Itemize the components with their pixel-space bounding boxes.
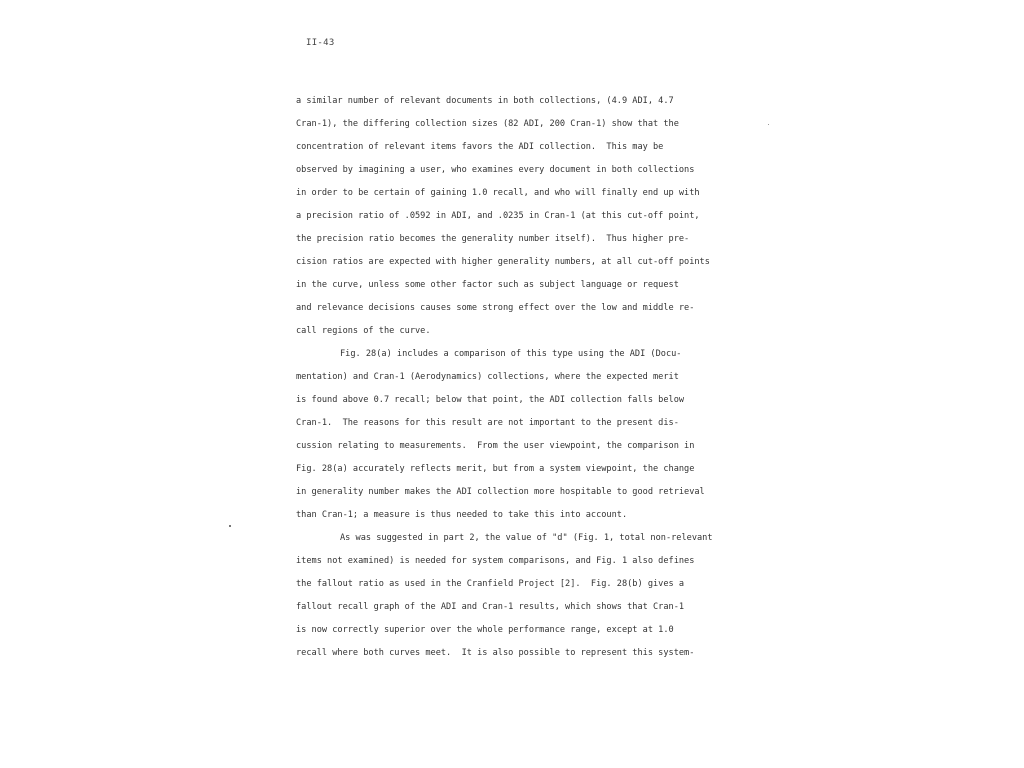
text-line: recall where both curves meet. It is also possible to represent this system- — [296, 648, 695, 658]
text-line: in order to be certain of gaining 1.0 recall, and who will finally end up with — [296, 188, 700, 198]
text-line: observed by imagining a user, who examines every document in both collections — [296, 165, 695, 175]
text-line: Fig. 28(a) includes a comparison of this type using the ADI (Docu- — [340, 349, 682, 359]
text-line: items not examined) is needed for system comparisons, and Fig. 1 also defines — [296, 556, 695, 566]
text-line: and relevance decisions causes some strong effect over the low and middle re- — [296, 303, 695, 313]
text-line: Cran-1), the differing collection sizes (82 ADI, 200 Cran-1) show that the — [296, 119, 679, 129]
scan-speck — [768, 124, 769, 125]
text-line: Fig. 28(a) accurately reflects merit, but from a system viewpoint, the change — [296, 464, 695, 474]
page-number: II-43 — [306, 38, 335, 48]
text-line: fallout recall graph of the ADI and Cran-1 results, which shows that Cran-1 — [296, 602, 685, 612]
text-line: than Cran-1; a measure is thus needed to take this into account. — [296, 510, 628, 520]
text-line: a precision ratio of .0592 in ADI, and .0235 in Cran-1 (at this cut-off point, — [296, 211, 700, 221]
text-line: in generality number makes the ADI collection more hospitable to good retrieval — [296, 487, 705, 497]
text-line: cision ratios are expected with higher generality numbers, at all cut-off points — [296, 257, 710, 267]
text-line: As was suggested in part 2, the value of "d" (Fig. 1, total non-relevant — [340, 533, 713, 543]
text-line: call regions of the curve. — [296, 326, 431, 336]
text-line: the precision ratio becomes the generality number itself). Thus higher pre- — [296, 234, 690, 244]
scan-speck — [229, 525, 231, 527]
text-line: Cran-1. The reasons for this result are not important to the present dis- — [296, 418, 679, 428]
text-line: in the curve, unless some other factor such as subject language or request — [296, 280, 679, 290]
text-line: is now correctly superior over the whole performance range, except at 1.0 — [296, 625, 674, 635]
text-line: mentation) and Cran-1 (Aerodynamics) collections, where the expected merit — [296, 372, 679, 382]
text-line: cussion relating to measurements. From the user viewpoint, the comparison in — [296, 441, 695, 451]
body-text — [296, 93, 736, 668]
text-line: the fallout ratio as used in the Cranfield Project [2]. Fig. 28(b) gives a — [296, 579, 685, 589]
text-line: is found above 0.7 recall; below that point, the ADI collection falls below — [296, 395, 685, 405]
text-line: a similar number of relevant documents in both collections, (4.9 ADI, 4.7 — [296, 96, 674, 106]
text-line: concentration of relevant items favors the ADI collection. This may be — [296, 142, 664, 152]
